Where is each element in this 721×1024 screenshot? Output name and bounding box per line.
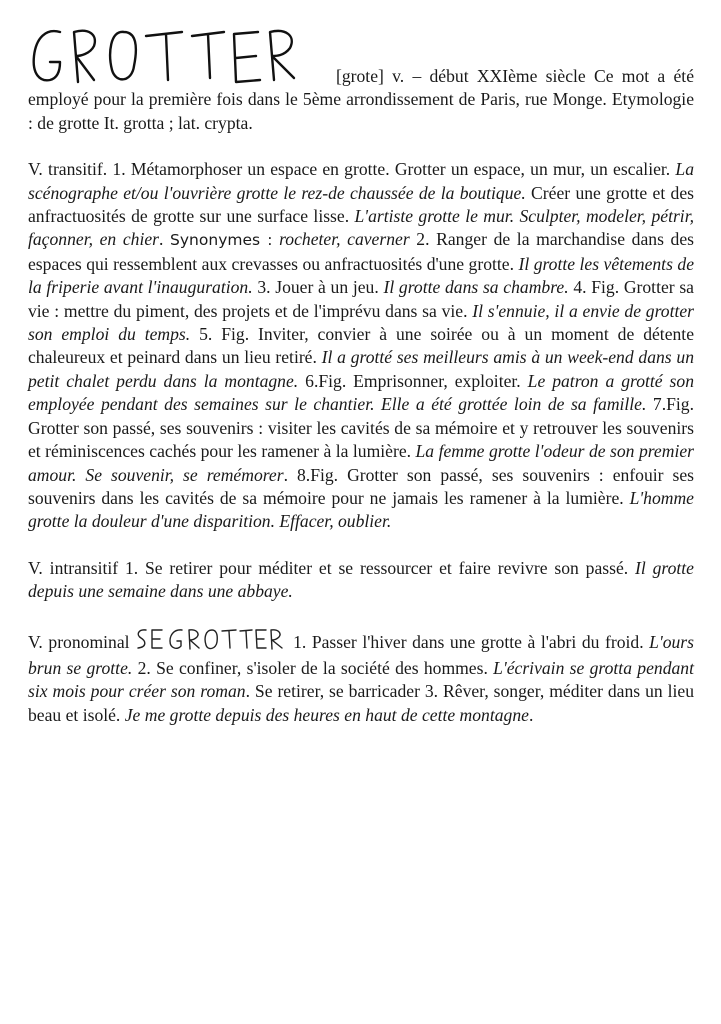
example-text: rocheter, caverner [279, 229, 410, 250]
headword-handwritten [28, 44, 336, 84]
part-of-speech-origin: v. – début XXIème siècle [392, 66, 586, 86]
definition-text: 1. Métamorphoser un espace en grotte. Grotter un espace, un mur, un escalier. [112, 159, 676, 180]
definition-text: . [159, 229, 171, 250]
section-pronominal [28, 627, 694, 728]
example-text: La scénographe et/ou l'ouvrière grotte le rez-de chaussée de la boutique. [28, 159, 694, 203]
example-text: L'ours brun se grotte. [28, 631, 694, 678]
definition-text: 4. Fig. Grotter sa vie : mettre du piment, des projets et de l'imprévu dans sa vie. [28, 277, 694, 321]
example-text: L'écrivain se grotta pendant six mois pour créer son roman [28, 657, 694, 702]
headword-drawing [28, 26, 308, 84]
definition-text: 3. Jouer à un jeu. [252, 277, 384, 298]
example-text: Le patron a grotté son employée pendant des semaines sur le chantier. Elle a été grottée loin de sa famille. [28, 370, 694, 415]
example-text: Il grotte dans sa chambre. [383, 277, 569, 298]
definition-text: . Se retirer, se barricader 3. Rêver, songer, méditer dans un lieu beau et isolé. [28, 681, 694, 725]
example-text: L'homme grotte la douleur d'une disparition. Effacer, oublier. [28, 487, 694, 532]
synonyms-label: Synonymes : [170, 231, 273, 250]
definition-text: 5. Fig. Inviter, convier à une soirée ou à un moment de détente chaleureux et peinard dans un lieu retiré. [28, 324, 694, 368]
entry-header [28, 44, 694, 135]
section-intransitif [28, 557, 694, 604]
definition-text: 6.Fig. Emprisonner, exploiter. [298, 370, 528, 391]
definition-text: 2. Ranger de la marchandise dans des espaces qui ressemblent aux crevasses ou anfractuosités d'une grotte. [28, 229, 695, 274]
section-label-transitif: V. transitif. [28, 159, 108, 180]
example-text: Il a grotté ses meilleurs amis à un week-end dans un petit chalet perdu dans la montagne. [28, 347, 694, 391]
example-text: Il grotte depuis une semaine dans une abbaye. [28, 557, 694, 602]
example-text: Je me grotte depuis des heures en haut de cette montagne [124, 704, 529, 725]
handwritten-se-grotter [134, 627, 284, 657]
example-text: Il grotte les vêtements de la friperie avant l'inauguration. [28, 253, 695, 298]
example-text: Il s'ennuie, il a envie de grotter son emploi du temps. [28, 300, 694, 345]
definition-text: 7.Fig. Grotter son passé, ses souvenirs : visiter les cavités de sa mémoire et y retrouver les souvenirs et réminiscences cachés pour les ramener à la lumière. [28, 394, 694, 462]
definition-text: 1. Passer l'hiver dans une grotte à l'abri du froid. [287, 631, 650, 652]
pronunciation: [grote] [336, 66, 384, 86]
origin-text: Ce mot a été employé pour la première fois dans le 5ème arrondissement de Paris, rue Monge. [28, 66, 694, 110]
section-body-transitif [28, 159, 694, 531]
definition-text: . 8.Fig. Grotter son passé, ses souvenirs : enfouir ses souvenirs dans les cavités de sa mémoire pour ne jamais les ramener à la lumière. [28, 464, 695, 508]
definition-text: 1. Se retirer pour méditer et se ressourcer et faire revivre son passé. [118, 557, 636, 578]
etymology: Etymologie : de grotte It. grotta ; lat. crypta. [28, 89, 694, 133]
se-grotter-drawing [134, 627, 284, 651]
definition-text: 2. Se confiner, s'isoler de la société des hommes. [132, 657, 494, 678]
example-text: L'artiste grotte le mur. Sculpter, modeler, pétrir, façonner, en chier [28, 206, 694, 250]
section-label-pronominal: V. pronominal [28, 631, 130, 652]
section-label-intransitif: V. intransitif [28, 557, 119, 578]
section-transitif [28, 158, 694, 534]
section-body-intransitif [28, 558, 694, 601]
dictionary-entry [28, 44, 694, 750]
example-text: La femme grotte l'odeur de son premier amour. Se souvenir, se remémorer [28, 441, 694, 485]
definition-text: Créer une grotte et des anfractuosités de grotte sur une surface lisse. [28, 182, 695, 227]
definition-text: . [528, 704, 534, 725]
